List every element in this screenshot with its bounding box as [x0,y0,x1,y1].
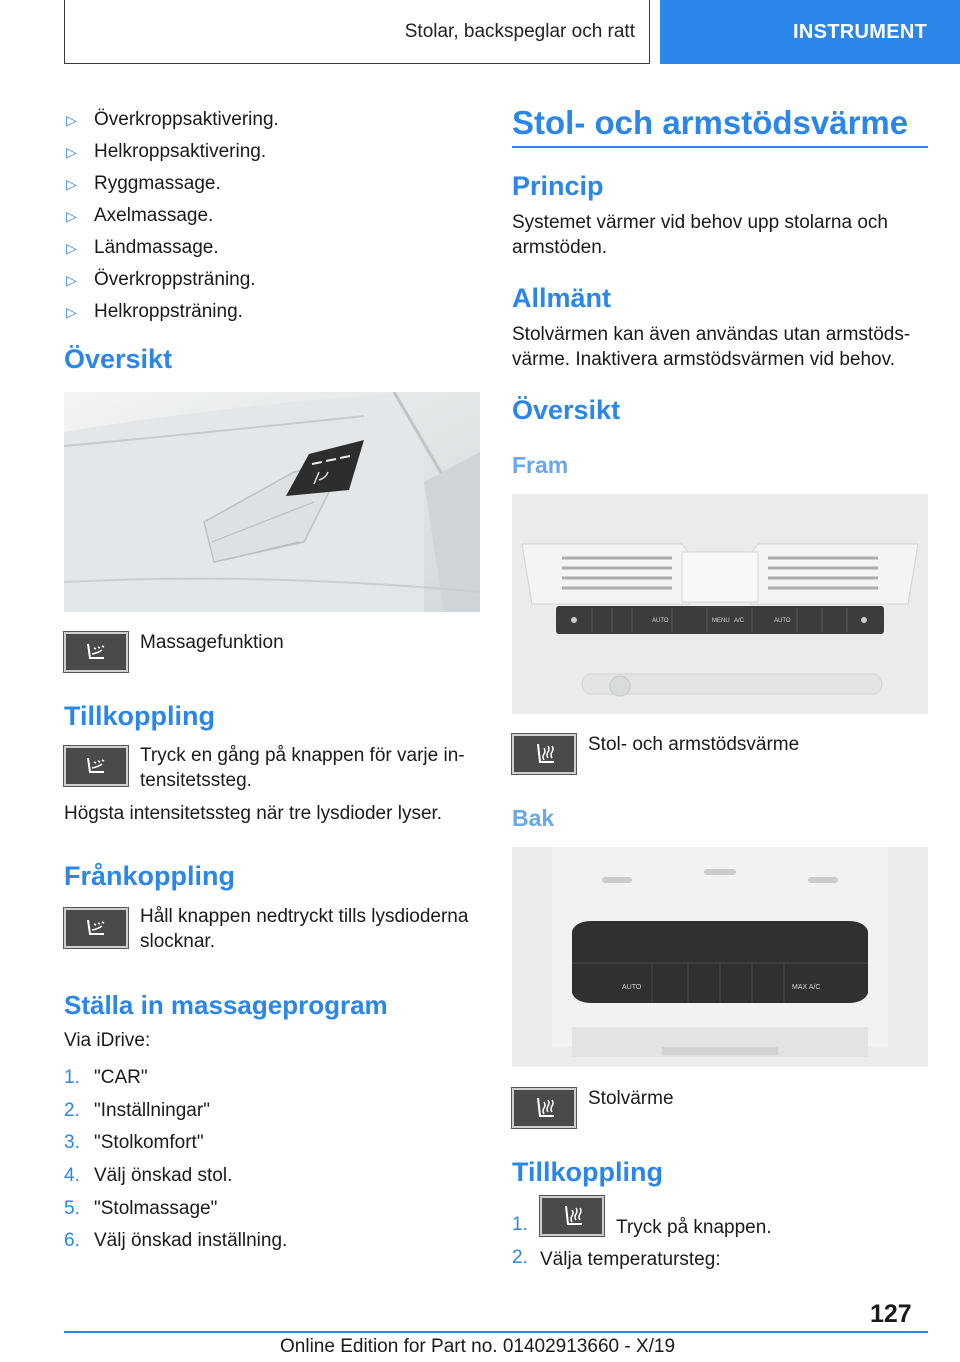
list-item: ▷ Överkroppsträning. [66,269,256,290]
via-idrive: Via iDrive: [64,1030,151,1051]
switch-on-heading: Tillkoppling [512,1157,663,1187]
program-heading: Ställa in massageprogram [64,990,388,1020]
list-item: 2. "Inställningar" [64,1099,210,1121]
overview-heading: Översikt [64,344,173,374]
panel-label: AUTO [622,984,642,991]
step1-text: Tryck på knappen. [616,1217,772,1238]
switch-on-note: Högsta intensitetssteg när tre lysdioder lyser. [64,803,443,824]
title-rule [512,146,928,148]
panel-label: AUTO [774,618,791,624]
massage-seat-icon [64,632,128,672]
overview-heading: Översikt [512,395,621,425]
front-caption: Stol- och armstödsvärme [588,734,800,755]
seat-heating-icon [540,1196,604,1236]
front-heading: Fram [512,452,569,478]
list-item: ▷ Överkroppsaktivering. [66,109,279,130]
list-item: 5. "Stolmassage" [64,1197,218,1219]
triangle-bullet-icon: ▷ [66,271,77,288]
principle-heading: Princip [512,171,604,201]
rear-heading: Bak [512,805,555,831]
panel-label: MENU [712,618,730,624]
program-steps [64,1062,287,1258]
switch-on-text: Tryck en gång på knappen för varje in-tensitetssteg. [140,745,465,791]
front-climate-photo [512,494,928,714]
list-item: ▷ Ryggmassage. [66,173,221,194]
list-item: 6. Välj önskad inställning. [64,1230,288,1252]
door-massage-photo [64,392,480,612]
triangle-bullet-icon: ▷ [66,303,77,320]
rear-climate-photo [512,847,928,1067]
footer-text: Online Edition for Part no. 01402913660 - X/19 [280,1336,676,1357]
list-item: 4. Välj önskad stol. [64,1165,233,1187]
panel-label: AUTO [652,618,669,624]
list-item: ▷ Axelmassage. [66,205,214,226]
page-title: Stol- och armstödsvärme [512,104,909,141]
page-number: 127 [870,1300,912,1328]
list-item: ▷ Ländmassage. [66,237,219,258]
list-item: 3. "Stolkomfort" [64,1132,204,1154]
massage-seat-icon [64,746,128,786]
triangle-bullet-icon: ▷ [66,143,77,160]
massage-icon-caption: Massagefunktion [140,632,284,653]
step2-text: Välja temperatursteg: [540,1249,721,1270]
rear-caption: Stolvärme [588,1088,674,1109]
switch-off-text: Håll knappen nedtryckt tills lysdioderna slocknar. [140,906,469,952]
switch-off-heading: Frånkoppling [64,861,235,891]
chapter-tab[interactable] [660,0,960,64]
triangle-bullet-icon: ▷ [66,207,77,224]
chapter-title: INSTRUMENT [793,20,928,43]
list-item: 1. "CAR" [64,1067,148,1089]
list-item: ▷ Helkroppsträning. [66,301,243,322]
massage-function-list [64,104,279,328]
step-number: 1. [512,1214,528,1235]
general-text: Stolvärmen kan även användas utan armstöds-värme. Inaktivera armstödsvärmen vid behov. [512,324,911,370]
triangle-bullet-icon: ▷ [66,111,77,128]
triangle-bullet-icon: ▷ [66,175,77,192]
switch-on-heading: Tillkoppling [64,701,215,731]
seat-heating-icon [512,1088,576,1128]
list-item: ▷ Helkroppsaktivering. [66,141,267,162]
panel-label: A/C [734,618,745,624]
panel-label: MAX A/C [792,984,821,991]
section-header [64,0,650,64]
seat-heating-icon [512,734,576,774]
section-title: Stolar, backspeglar och ratt [404,20,635,42]
massage-seat-icon [64,908,128,948]
principle-text: Systemet värmer vid behov upp stolarna och armstöden. [512,212,888,258]
general-heading: Allmänt [512,283,612,313]
footer-rule [64,1331,928,1333]
triangle-bullet-icon: ▷ [66,239,77,256]
step-number: 2. [512,1247,528,1268]
